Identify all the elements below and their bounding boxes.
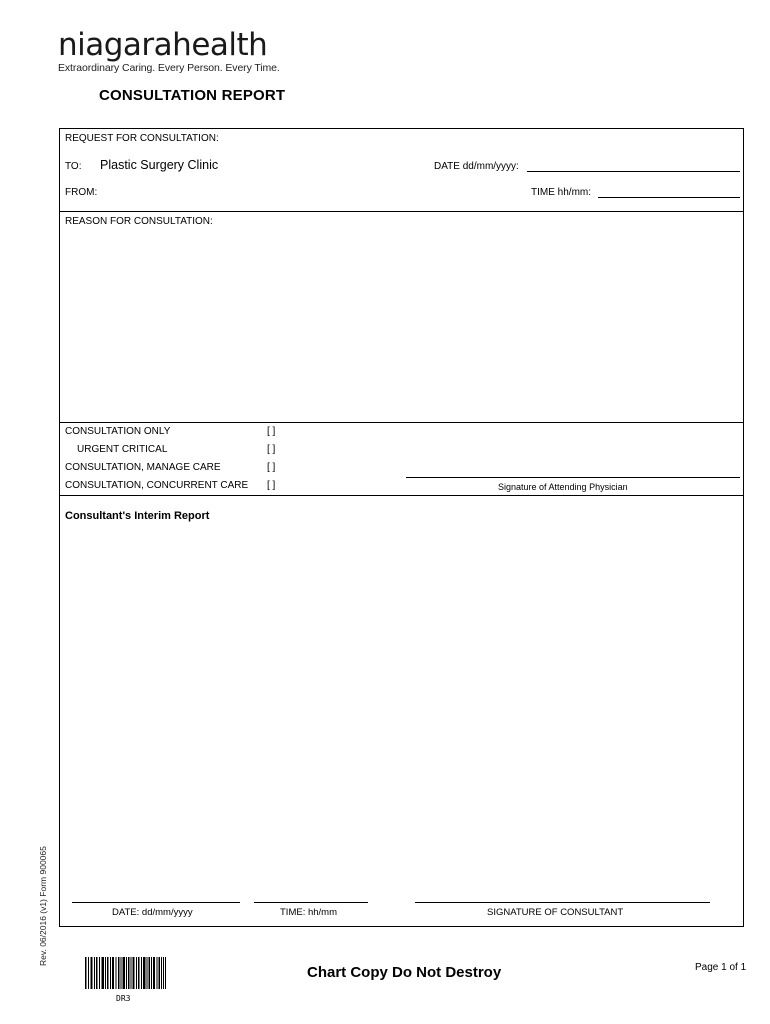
- barcode-label: DR3: [116, 994, 131, 1003]
- consultant-signature-line[interactable]: [415, 902, 710, 903]
- from-label: FROM:: [65, 187, 98, 198]
- report-title: CONSULTATION REPORT: [99, 87, 286, 104]
- form-revision: Rev. 06/2016 (v1) Form 900065: [38, 846, 48, 966]
- request-heading: REQUEST FOR CONSULTATION:: [65, 133, 219, 144]
- chart-copy-notice: Chart Copy Do Not Destroy: [307, 964, 502, 981]
- to-label: TO:: [65, 161, 82, 172]
- time-label: TIME hh/mm:: [531, 187, 592, 198]
- option-manage-care: CONSULTATION, MANAGE CARE: [65, 462, 221, 473]
- option-concurrent-care: CONSULTATION, CONCURRENT CARE: [65, 480, 249, 491]
- section-divider: [60, 495, 743, 496]
- to-value[interactable]: Plastic Surgery Clinic: [100, 158, 219, 172]
- logo: [58, 28, 280, 74]
- reason-heading: REASON FOR CONSULTATION:: [65, 216, 213, 227]
- date-label: DATE dd/mm/yyyy:: [434, 161, 519, 172]
- interim-time-line[interactable]: [254, 902, 368, 903]
- consultant-signature-caption: SIGNATURE OF CONSULTANT: [487, 907, 624, 918]
- consultation-form: [59, 128, 744, 927]
- attending-signature-caption: Signature of Attending Physician: [498, 482, 628, 492]
- option-urgent-critical: URGENT CRITICAL: [77, 444, 168, 455]
- checkbox-urgent-critical[interactable]: [ ]: [267, 444, 276, 455]
- interim-date-caption: DATE: dd/mm/yyyy: [112, 907, 193, 918]
- interim-heading: Consultant's Interim Report: [65, 510, 210, 522]
- page-number: Page 1 of 1: [695, 962, 747, 973]
- checkbox-consultation-only[interactable]: [ ]: [267, 426, 276, 437]
- interim-text-area[interactable]: [64, 529, 739, 894]
- section-divider: [60, 211, 743, 212]
- barcode-icon: [85, 957, 166, 989]
- option-consultation-only: CONSULTATION ONLY: [65, 426, 171, 437]
- time-field-line[interactable]: [598, 197, 740, 198]
- interim-date-line[interactable]: [72, 902, 240, 903]
- checkbox-manage-care[interactable]: [ ]: [267, 462, 276, 473]
- date-field-line[interactable]: [527, 171, 740, 172]
- reason-text-area[interactable]: [64, 229, 739, 419]
- checkbox-concurrent-care[interactable]: [ ]: [267, 480, 276, 491]
- logo-tagline: Extraordinary Caring. Every Person. Every Time.: [58, 62, 280, 74]
- interim-time-caption: TIME: hh/mm: [280, 907, 338, 918]
- logo-wordmark: niagarahealth: [58, 27, 268, 63]
- attending-signature-line[interactable]: [406, 477, 740, 478]
- section-divider: [60, 422, 743, 423]
